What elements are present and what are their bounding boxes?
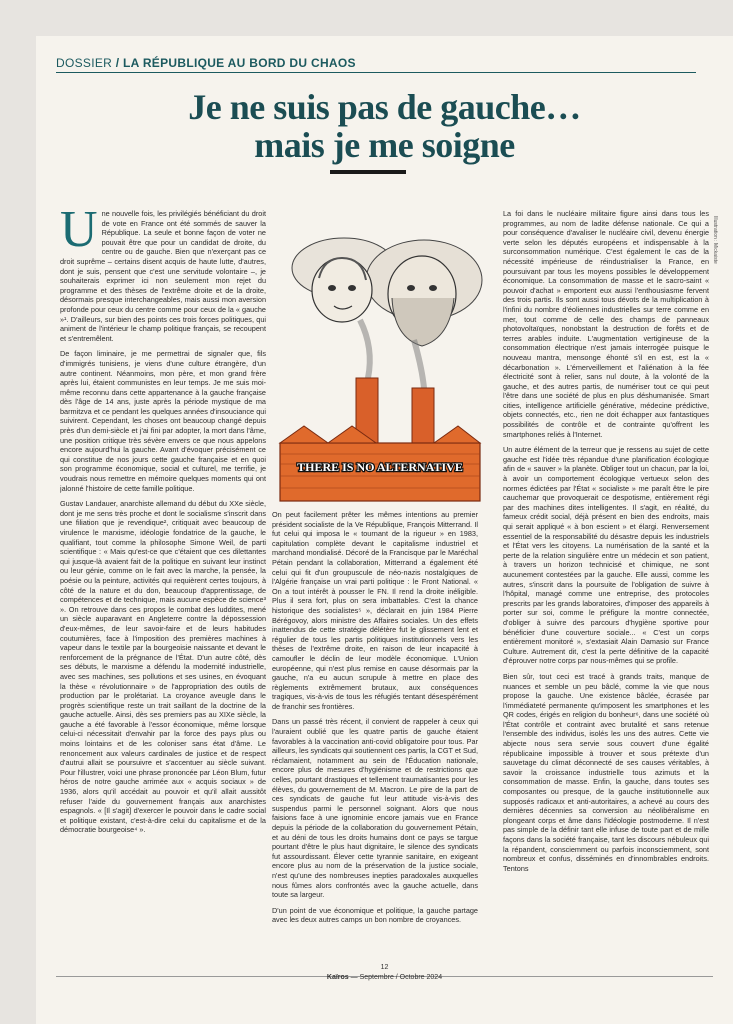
beard-right [392,298,454,346]
smoke-trail-1 [360,320,370,378]
title-line-2: mais je me soigne [254,125,515,165]
section-label: DOSSIER [56,56,113,70]
eye-left-1 [328,285,336,291]
paragraph: On peut facilement prêter les mêmes intentions au premier président socialiste de la Ve République, François Mitterrand. Il fut celui qui imposa le « tournant de la rigueur » en 1983, capitulation complète devant le capitalisme industriel et marchand mondialisé. Décoré de la Francisque par le Maréchal Pétain pendant la collaboration, Mitterrand a également été celui qui fit d'un groupuscule de néo-nazis nostalgiques de l'Algérie française un vrai parti politique : le Front National. « On a tout intérêt à pousser le FN. Il rend la droite inéligible. Plus il sera fort, plus on sera imbattables. C'est la chance historique des socialistes⁵ », déclarait en juin 1984 Pierre Bérégovoy, alors ministre des Affaires sociales. Un des effets inattendus de cette stratégie délétère fut le glissement lent et régulier de tous les partis politiques institutionnels vers les thèses de l'extrême droite, en raison de leur incapacité à camoufler le déclin de leur modèle économique. L'Union européenne, qui n'est plus remise en cause désormais par la gauche, n'a eu aucun scrupule à mettre en place des règlements extrêmement brutaux, aux conséquences tragiques, vis-à-vis de tous les réfugiés tentant désespérément de franchir ses frontières. [272,510,478,711]
paragraph: Un autre élément de la terreur que je ressens au sujet de cette gauche est l'idée très répandue d'une planification écologique afin de « sauver » la planète. Obliger tout un chacun, par la loi, à avoir un comportement écologique vertueux selon des normes édictées par l'État « socialiste » me paraît être le pire cauchemar que provoquerait ce despotisme, entièrement régi par des machines dites intelligentes. Il s'agit, en réalité, du fameux crédit social, déjà présent en bien des endroits, mais qui serait appliqué « à bon escient » et élargi. Renversement essentiel de la responsabilité du désastre depuis les industriels et l'État vers les citoyens. La numérisation de la santé et la perte de la relation singulière entre un médecin et son patient, à travers un horizon technicisé et chimique, ne sont aucunement contestées par la gauche. Elle aussi, comme les autres, s'inscrit dans la poursuite de l'obligation de suivre à l'hôpital, managé comme une entreprise, des protocoles prescrits par les grands laboratoires, d'imposer des appareils à porter sur soi, comme le préfigure la montre connectée, d'obliger à suivre des parcours d'hygiène sportive pour bénéficier d'une couverture sociale... « C'est un corps entièrement monitoré », s'extasiait Alain Damasio sur France Culture. Autrement dit, c'est la perte définitive de la capacité d'éprouver notre corps par nous-mêmes qui se profile. [503,445,709,666]
roof-tooth-1 [280,426,328,443]
issue-date: Septembre / Octobre 2024 [359,974,443,981]
factory-illustration [264,228,488,503]
head-left [312,258,372,322]
article-title [36,88,733,164]
section-header [56,56,356,70]
page-footer: 12 Kaïros — Septembre / Octobre 2024 [36,963,733,983]
paragraph: Dans un passé très récent, il convient de rappeler à ceux qui l'auraient oublié que les quatre partis de gauche étaient favorables à la vaccination anti-covid obligatoire pour tous. Par ailleurs, les syndicats qui soutiennent ces partis, la CGT et Sud, réclamaient, notamment au sein de l'Éducation nationale, encore plus de mesures d'hygiénisme et de restrictions que celles, pourtant drastiques et tellement traumatisantes pour les élèves, du gouvernement de M. Macron. Le pire de la part de ces syndicats de gauche fut leur attitude vis-à-vis des suspendus parmi le personnel soignant. Alors que nous faisions face à une ignominie encore jamais vue en France depuis la période de la collaboration du gouvernement Pétain, et au déni de tous les droits humains dont ce pays se targue pourtant d'être le plus haut dignitaire, le silence des syndicats fut assourdissant. Élever cette tyrannie sanitaire, en exigeant encore plus au nom de la préservation de la justice sociale, n'est qu'une des nombreuses inepties paradoxales auxquelles nous fûmes alors confrontés avec la gauche actuelle, dans toute sa largeur. [272,717,478,900]
paragraph-text: ne nouvelle fois, les privilégiés bénéficiant du droit de vote en France ont été sommés de sauver la République. La seule et bonne façon de voter ne pouvait être que pour un candidat de droite, du centre ou de gauche. Bien que n'exerçant pas ce droit suprême – certains disent acquis de haute lutte, d'autres, dont je suis, pensent que c'est une servitude volontaire –, je souhaiterais exprimer ici non seulement mon rejet du programme et des thèses de l'extrême droite et de la droite, désormais presque interchangeables, mais aussi mon aversion profonde pour ceux du centre comme pour ceux de la « gauche »¹. D'ailleurs, sur bien des points ces trois forces politiques, qui animent de l'intérieur le champ politique français, se recoupent et s'entremêlent. [60,209,266,343]
section-separator: / [112,56,124,70]
paragraph: Gustav Landauer, anarchiste allemand du début du XXe siècle, dont je me sens très proche et dont le socialisme s'inscrit dans une filiation que je revendique², critiquait avec beaucoup de virulence le marxisme, idéologie fondatrice de la gauche, le qualifiant, tout comme la philosophe Simone Weil, de parti scientifique : « Mais qu'est-ce que c'étaient que ces dilettantes qui jusque-là avaient fait de la politique en suivant leur instinct ou leur génie, comme on le fait avec la marche, la pensée, la poésie ou la peinture, activités qui requièrent certes toujours, à côté de la nature et du don, beaucoup d'apprentissage, de compétences et de technique, mais aucune espèce de science³ ». On retrouve dans ces propos le combat des luddites, mené un siècle auparavant en Angleterre contre la dépossession d'eux-mêmes, de leur savoir-faire et de leurs habitudes coutumières, face à l'imposition des premières machines à vapeur dans le textile par la bourgeoisie naissante et devant le renforcement de la prégnance de l'État. D'un autre côté, dès ses débuts, le marxisme a défendu la modernité industrielle, avec ses machines, ses pollutions et ses usines, en évoquant la thèse « révolutionnaire » de l'appropriation des outils de production par le prolétariat. La croyance aveugle dans le progrès scientifique reste un trait saillant de la doctrine de la gauche actuelle. Ainsi, dès ses premiers pas au XIXe siècle, la gauche a été favorable à l'essor économique, même lorsque celui-ci nécessitait d'envahir par la force des pays plus ou moins lointains et de les coloniser sans état d'âme. Le renoncement aux valeurs cardinales de justice et de respect d'autrui allait se poursuivre et s'accentuer au siècle suivant. Pour l'illustrer, voici une phrase prononcée par Léon Blum, futur héros de notre gauche arrimée aux « acquis sociaux » de 1936, alors qu'il accédait au pouvoir et qu'il allait aussitôt refuser l'aide du gouvernement français aux anarchistes espagnols. « [Il s'agit] d'exercer le pouvoir dans le cadre social et politique existant, c'est-à-dire celui du capitalisme et de la démocratie bourgeoise⁴ ». [60,499,266,835]
chimney-2 [412,388,434,448]
section-topic: LA RÉPUBLIQUE AU BORD DU CHAOS [123,56,356,70]
page-number: 12 [380,964,389,971]
eye-right-2 [429,285,437,291]
drop-cap: U [60,209,98,258]
illustration-credit: Illustration : Mickaiste [712,216,718,264]
column-3 [503,209,709,959]
smoke-trail-2 [414,340,424,388]
column-2 [272,510,478,960]
paragraph: De façon liminaire, je me permettrai de signaler que, fils d'immigrés tunisiens, je viens d'une culture étrangère, d'un autre continent. Néanmoins, mon père, et mon grand frère après lui, étaient communistes en leur temps. Je me suis moi-même reconnu dans cette appartenance à la gauche française dès l'âge de 14 ans, juste après la période mystique de ma barmitzva et ce pendant les quelques années d'insouciance qui suivirent. Cependant, les choses ont beaucoup changé depuis près d'un demi-siècle et j'ai fini par adopter, la mort dans l'âme, une position critique très sévère envers ce que nous appelons encore aujourd'hui la gauche. Avant d'évoquer précisément ce qui constitue de nos jours cette gauche française et en quoi son programme économique, social et culturel, me terrifie, je voudrais nous remettre en mémoire quelques moments qui ont jalonné l'histoire de cette famille politique. [60,349,266,493]
magazine-name: Kaïros [326,974,349,981]
title-rule [330,170,406,174]
eye-left-2 [348,285,356,291]
paragraph: La foi dans le nucléaire militaire figure ainsi dans tous les programmes, au nom de ladite défense nationale. Ce qui a pour conséquence d'avaliser le nucléaire civil, devenu énergie verte selon les députés européens et indispensable à la surconsommation numérique. C'est également le cas de la nécessité impérieuse de réindustrialiser la France, en poursuivant par tous les moyens possibles le développement économique. La consommation de masse et le sacro-saint « pouvoir d'achat » emportent eux aussi l'enthousiasme fervent des trois partis. Ils sont aussi tous dévots de la multiplication à l'infini du nombre d'éoliennes industrielles sur terre comme en mer, tout comme de celle des champs de panneaux photovoltaïques, nonobstant la destruction de forêts et de terres arables induite. L'augmentation vertigineuse de la consommation électrique n'est jamais interrogée puisque le nouveau mantra, mensonge éhonté s'il en est, est la « décarbonation ». L'émerveillement et l'aliénation à la fée électricité sont à relier, sans nul doute, à la volonté de la gauche, et des autres partis, de numériser tout ce qui peut l'être dans une société de plus en plus déshumanisée. Smart cities, intelligence artificielle générative, médecine prédictive, objets connectés, etc., rien ne doit échapper aux fantastiques possibilités de contrôle et de contrainte qu'offrent les smartphones reliés à l'Internet. [503,209,709,439]
paragraph [60,209,266,343]
factory-banner: THERE IS NO ALTERNATIVE [297,460,463,474]
eye-right-1 [407,285,415,291]
column-1 [60,209,266,959]
paragraph: D'un point de vue économique et politique, la gauche partage avec les deux autres camps un bon nombre de croyances. [272,905,478,925]
magazine-page [36,36,733,1024]
header-rule [56,72,696,73]
paragraph: Bien sûr, tout ceci est tracé à grands traits, manque de nuances et semble un peu bâclé, comme la vie que nous propose la gauche. Une existence bâclée, écrasée par l'immédiateté permanente qu'imposent les smartphones et les QR codes, érigés en religion du bonheur⁶, dans une société où l'État contrôle et contraint avec brutalité et sans retenue l'ensemble des individus, isolés les uns des autres. Cette vie abjecte nous sera servie sous couvert d'une égalité républicaine impossible à trouver et sous prétexte d'un sauvetage du climat déconnecté de ses causes véritables, à savoir la croissance industrielle tous azimuts et la consommation de masse. Enfin, la gauche, dans toutes ses composantes ou presque, de la gauche institutionnelle aux supposés radicaux et anti-autoritaires, a achevé au cours des dernières décennies sa conversion au néolibéralisme en plongeant corps et âme dans l'idéologie postmoderne. Il n'est pas simple de la définir tant elle infuse de toute part et de mille façons dans la société française, tant les discours nébuleux qui la répandent, consciemment ou parfois inconsciemment, sont nombreux et confus, disséminés en d'innombrables endroits. Tentons [503,671,709,873]
roof-tooth-3 [434,426,480,443]
title-line-1: Je ne suis pas de gauche… [188,87,581,127]
